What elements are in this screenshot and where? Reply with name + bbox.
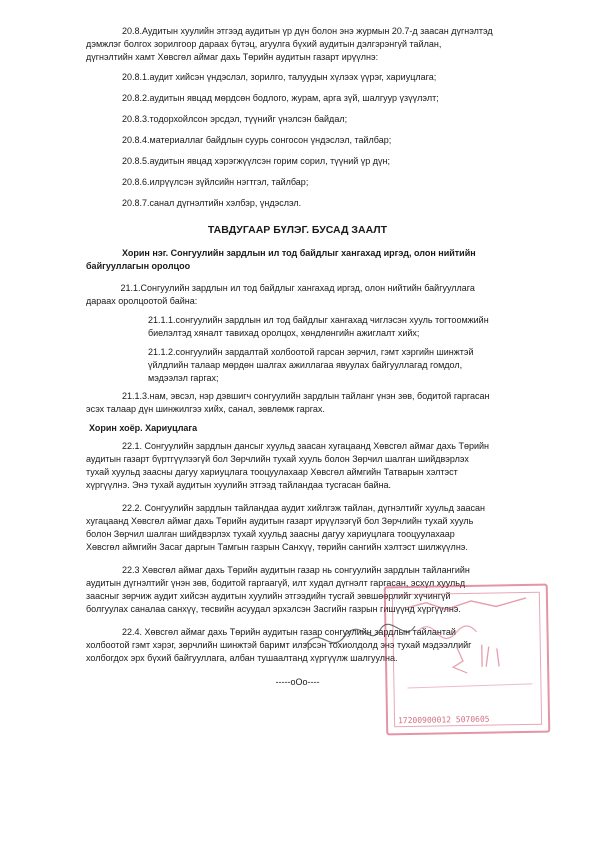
para-22-2-line-1: 22.2. Сонгуулийн зардлын тайландаа аудит хийлгэж тайлан, дүгнэлтийг хуульд заасан: [122, 503, 485, 513]
item-21-1-3-line-2: эсэх талаар дүн шинжилгээ хийх, санал, зөвлөмж гаргах.: [86, 404, 325, 414]
para-22-2-line-2: хугацаанд Хөвсгөл аймаг дахь Төрийн аудитын газарт ирүүлээгүй бол Зөрчлийн тухай хууль: [86, 516, 474, 526]
para-22-3-line-4: болгуулах саналаа санхүү, төсвийн асуудал эрхэлсэн Засгийн газрын гишүүнд хүргүүлнэ.: [86, 604, 461, 614]
para-22-4-line-2: холбоотой гэмт хэрэг, зөрчлийн шинжтэй баримт илэрсэн тохиолдолд энэ тухай мэдээллийг: [86, 640, 472, 650]
stamp-number: 17200900012 5070605: [397, 714, 490, 726]
para-22-1-line-3: тухай хуульд заасны дагуу хариуцлага тооцуулахаар Хөвсгөл аймгийн Татварын хэлтэст: [86, 467, 458, 477]
para-22-1-line-1: 22.1. Сонгуулийн зардлын дансыг хуульд заасан хугацаанд Хөвсгөл аймаг дахь Төрийн: [122, 441, 490, 451]
article-21-heading-line-1: Хорин нэг. Сонгуулийн зардлын ил тод байдлыг хангахад иргэд, олон нийтийн: [122, 248, 476, 258]
article-21-heading-line-2: байгууллагын оролцоо: [86, 261, 191, 271]
item-21-1-2-line-3: мэдээлэл гаргах;: [148, 373, 219, 383]
item-20-8-6: 20.8.6.илрүүлсэн зүйлсийн нэгтгэл, тайлбар;: [122, 177, 309, 187]
article-22-heading: Хорин хоёр. Хариуцлага: [89, 423, 198, 433]
para-22-2-line-4: Хөвсгөл аймгийн Засаг даргын Тамгын газрын Санхүү, төрийн сангийн хэлтэст шилжүүлнэ.: [86, 542, 468, 552]
item-21-1-1-line-1: 21.1.1.сонгуулийн зардлын ил тод байдлыг хангахад чиглэсэн хууль тогтоомжийн: [148, 315, 489, 325]
article-21-intro-line-1: 21.1.Сонгуулийн зардлын ил тод байдлыг хангахад иргэд, олон нийтийн байгууллага: [118, 283, 475, 293]
para-22-3-line-2: аудитын дүгнэлтийг үнэн зөв, бодитой гаргаагүй, илт худал дүгнэлт гаргасан, эсхүл хуульд: [86, 578, 466, 588]
item-20-8-4: 20.8.4.материаллаг байдлын суурь сонгосон үндэслэл, тайлбар;: [122, 135, 392, 145]
item-21-1-1-line-2: биелэлтэд хяналт тавихад оролцох, хөндлөнгийн ажиглалт хийх;: [148, 328, 420, 338]
para-22-3-line-1: 22.3 Хөвсгөл аймаг дахь Төрийн аудитын газар нь сонгуулийн зардлын тайлангийн: [122, 565, 470, 575]
para-20-8-line-2: дэмжлэг болгох зорилгоор дараах бүтэц, агуулга бүхий аудитын дэлгэрэнгүй тайлан,: [86, 39, 442, 49]
para-20-8-line-3: дүгнэлтийн хамт Хөвсгөл аймаг дахь Төрийн аудитын газарт ирүүлнэ:: [86, 52, 379, 62]
para-22-1-line-2: аудитын газарт бүртгүүлээгүй бол Зөрчлийн тухай хууль болон Зөрчил шалган шийдвэрлэх: [86, 454, 469, 464]
item-21-1-3-line-1: 21.1.3.нам, эвсэл, нэр дэвшигч сонгуулийн зардлын тайланг үнэн зөв, бодитой гаргасан: [122, 391, 490, 401]
item-20-8-1: 20.8.1.аудит хийсэн үндэслэл, зорилго, талуудын хүлээх үүрэг, хариуцлага;: [122, 72, 437, 82]
para-22-2-line-3: болон Зөрчил шалган шийдвэрлэх тухай хуульд заасны дагуу хариуцлага тооцуулахаар: [86, 529, 455, 539]
official-stamp: [384, 584, 551, 736]
para-22-4-line-3: холбогдох эрх бүхий байгууллага, албан тушаалтанд хүргүүлж шалгуулна.: [86, 653, 398, 663]
article-21-intro-line-2: дараах оролцоотой байна:: [86, 296, 198, 306]
item-20-8-7: 20.8.7.санал дүгнэлтийн хэлбэр, үндэслэл.: [122, 198, 302, 208]
para-20-8-line-1: 20.8.Аудитын хуулийн этгээд аудитын үр дүн болон энэ журмын 20.7-д заасан дүгнэлтэд: [122, 26, 493, 36]
item-20-8-3: 20.8.3.тодорхойлсон эрсдэл, түүнийг үнэлсэн байдал;: [122, 114, 348, 124]
stamp-signature-icon: [386, 586, 549, 734]
para-22-3-line-3: заасныг зөрчиж аудит хийсэн аудитын хуулийн этгээдийн тусгай зөвшөөрлийг хүчингүй: [86, 591, 451, 601]
item-20-8-2: 20.8.2.аудитын явцад мөрдсөн бодлого, журам, арга зүй, шалгуур үзүүлэлт;: [122, 93, 439, 103]
item-21-1-2-line-1: 21.1.2.сонгуулийн зардалтай холбоотой гарсан зөрчил, гэмт хэргийн шинжтэй: [148, 347, 474, 357]
para-22-1-line-4: хүргүүлнэ. Энэ тухай аудитын хуулийн этгээд тайландаа тусгасан байна.: [86, 480, 392, 490]
para-22-4-line-1: 22.4. Хөвсгөл аймаг дахь Төрийн аудитын газар сонгуулийн зардлын тайлантай: [122, 627, 456, 637]
item-20-8-5: 20.8.5.аудитын явцад хэрэгжүүлсэн горим сорил, түүний үр дүн;: [122, 156, 391, 166]
item-21-1-2-line-2: үйлдлийн талаар мөрдөн шалгах ажиллагаа явуулах байгууллагад гомдол,: [148, 360, 463, 370]
signature-icon: [300, 618, 420, 658]
end-mark: -----oOo----: [275, 677, 320, 687]
chapter-title: ТАВДУГААР БҮЛЭГ. БУСАД ЗААЛТ: [207, 224, 388, 236]
